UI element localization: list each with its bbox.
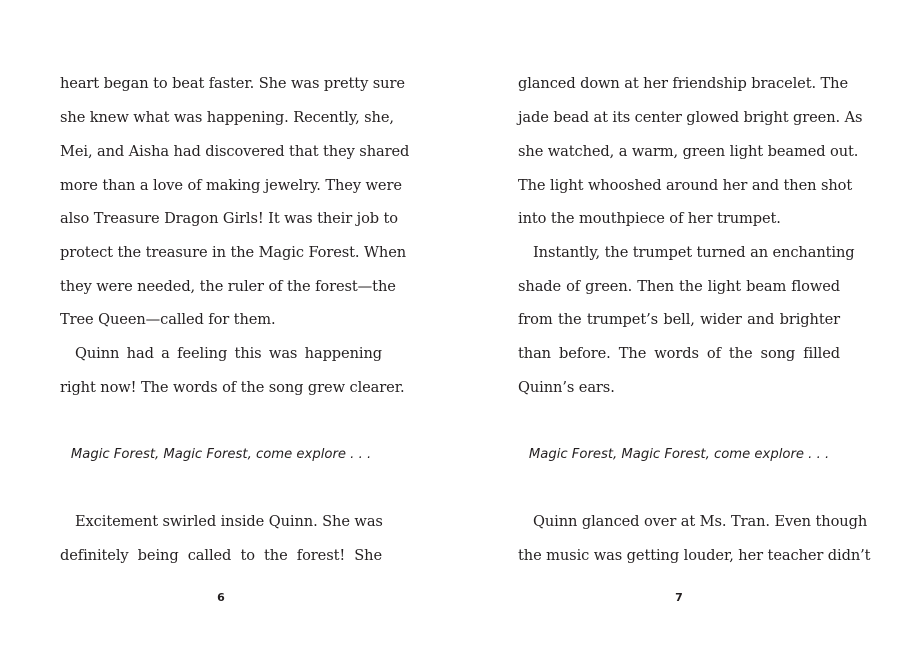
text-line: she knew what was happening. Recently, she, [60, 109, 394, 126]
song-verse: Magic Forest, Magic Forest, come explore . . . [70, 447, 372, 462]
song-verse: Magic Forest, Magic Forest, come explore . . . [528, 447, 830, 462]
text-line: into the mouthpiece of her trumpet. [518, 210, 781, 227]
text-line: heart began to beat faster. She was pretty sure [60, 75, 405, 92]
text-line: from the trumpet’s bell, wider and brighter [518, 311, 840, 328]
page-number: 6 [217, 591, 225, 604]
text-line: shade of green. Then the light beam flowed [518, 278, 840, 295]
text-line: jade bead at its center glowed bright green. As [518, 109, 863, 126]
text-line: also Treasure Dragon Girls! It was their job to [60, 210, 398, 227]
text-line: protect the treasure in the Magic Forest. When [60, 244, 407, 261]
page-number: 7 [675, 591, 683, 604]
text-line: The light whooshed around her and then shot [518, 177, 853, 194]
text-line: they were needed, the ruler of the forest—the [60, 278, 396, 295]
text-line: Tree Queen—called for them. [60, 311, 276, 328]
text-line: Quinn’s ears. [518, 379, 615, 396]
text-line: definitely being called to the forest! She [60, 547, 382, 564]
text-line: Instantly, the trumpet turned an enchanting [533, 244, 855, 261]
text-line: she watched, a warm, green light beamed out. [518, 143, 859, 160]
text-line: glanced down at her friendship bracelet. The [518, 75, 849, 92]
text-line: Quinn glanced over at Ms. Tran. Even though [533, 513, 868, 530]
left-page [60, 0, 410, 654]
text-line: right now! The words of the song grew clearer. [60, 379, 405, 396]
text-line: the music was getting louder, her teacher didn’t [518, 547, 871, 564]
text-line: more than a love of making jewelry. They were [60, 177, 402, 194]
text-line: Excitement swirled inside Quinn. She was [75, 513, 383, 530]
right-page [518, 0, 871, 654]
text-line: Quinn had a feeling this was happening [75, 345, 382, 362]
text-line: than before. The words of the song filled [518, 345, 840, 362]
text-line: Mei, and Aisha had discovered that they shared [60, 143, 410, 160]
